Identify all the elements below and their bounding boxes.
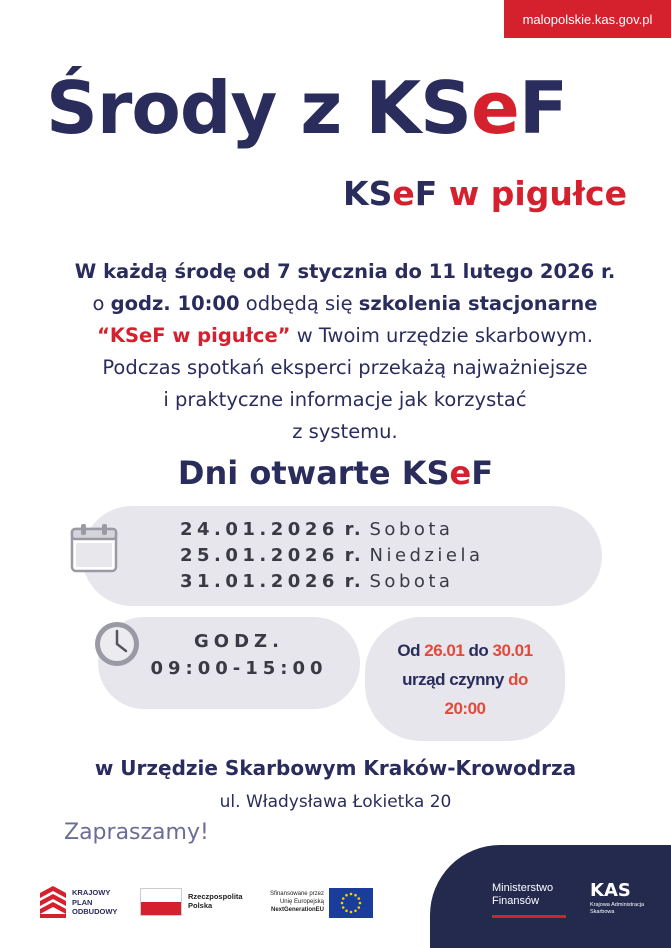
eu-flag-icon [329,888,373,918]
date-suffix: r. [344,571,364,592]
subtitle-rest: w pigułce [437,174,627,213]
date-value: 31.01.2026 [180,571,339,592]
hours-value: 09:00-15:00 [150,658,328,679]
extra-from: Od [397,641,425,660]
date-row [180,517,484,543]
intro-time: godz. 10:00 [110,292,240,315]
intro-training: szkolenia stacjonarne [358,292,598,315]
intro-l2a: o [92,292,111,315]
ministry-underline [492,915,566,918]
kas-logo [590,880,660,920]
hours-title: GODZ. [194,631,284,652]
date-day: Sobota [369,571,454,592]
date-value: 24.01.2026 [180,519,339,540]
dates-list [180,517,484,595]
main-title [46,66,568,150]
extra-to: do [464,641,493,660]
office-address: ul. Władysława Łokietka 20 [219,792,452,812]
intro-line-6: z systemu. [292,420,398,443]
kas-mark-icon: KAS [590,880,631,901]
invite-text: Zapraszamy! [64,820,209,845]
intro-paragraph [40,256,650,448]
ministry-line: Finansów [492,895,540,907]
open-days-title-accent: e [449,454,472,492]
kas-line: Krajowa Administracja [590,902,645,908]
date-day: Sobota [369,519,454,540]
date-day: Niedziela [369,545,484,566]
date-suffix: r. [344,545,364,566]
eu-text [256,890,324,914]
date-suffix: r. [344,519,364,540]
poland-flag-icon [140,888,182,916]
kpo-mark-icon [40,886,66,920]
intro-line-4: Podczas spotkań eksperci przekażą najważniejsze [102,356,588,379]
site-url-badge[interactable]: malopolskie.kas.gov.pl [504,0,671,38]
eu-line: NextGenerationEU [270,907,324,913]
office-name: w Urzędzie Skarbowym Kraków-Krowodrza [94,756,577,780]
extra-from-date: 26.01 [424,641,465,660]
kas-text [590,902,644,916]
title-text: Środy z KS [46,66,471,150]
subtitle-ks: KS [343,174,393,213]
extra-office-open: urząd czynny [402,670,509,689]
open-days-title-text: Dni otwarte KS [177,454,450,492]
eu-line: Unię Europejską [279,899,324,905]
kpo-logo [40,886,130,920]
intro-l2c: odbędą się [239,292,359,315]
kpo-line: PLAN [72,897,93,907]
hours-label [150,628,328,682]
subtitle [343,174,627,213]
kpo-line: ODBUDOWY [72,907,118,916]
pl-line: Rzeczpospolita [188,892,243,901]
intro-l3b: w Twoim urzędzie skarbowym. [290,324,593,347]
kpo-text [72,888,117,917]
ministry-line: Ministerstwo [492,882,554,894]
date-row [180,569,484,595]
intro-ksef-quote: “KSeF w pigułce” [97,324,291,347]
extra-to-date: 30.01 [492,641,533,660]
poland-text [188,892,243,910]
extra-until: do [508,670,528,689]
kpo-line: KRAJOWY [72,888,111,897]
clock-icon [93,620,141,668]
title-text-end: F [518,66,568,150]
title-accent: e [471,66,519,150]
pl-line: Polska [188,901,213,910]
eu-logo [256,888,376,918]
calendar-icon [70,523,118,573]
intro-line-5: i praktyczne informacje jak korzystać [163,388,527,411]
subtitle-e: e [392,174,415,213]
poland-logo [140,888,250,918]
open-days-title-end: F [471,454,494,492]
intro-line-1: W każdą środę od 7 stycznia do 11 lutego 2026 r. [74,260,616,283]
kas-line: Skarbowa [590,909,615,915]
extra-hours-text [365,636,565,723]
date-value: 25.01.2026 [180,545,339,566]
subtitle-f: F [414,174,438,213]
date-row [180,543,484,569]
open-days-title [0,454,671,492]
extra-until-time: 20:00 [444,699,486,718]
eu-line: Sfinansowane przez [269,891,324,897]
ministry-name [492,882,553,908]
